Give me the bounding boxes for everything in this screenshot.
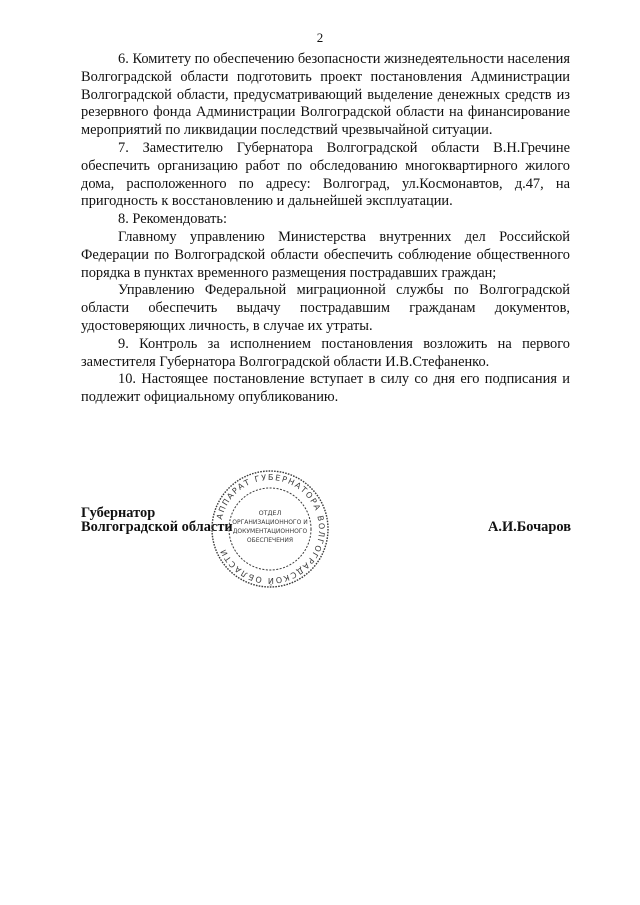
stamp-inner-line3: ДОКУМЕНТАЦИОННОГО bbox=[232, 528, 308, 535]
paragraph-6: 6. Комитету по обеспечению безопасности жизнедеятельности населения Волгоградской области подготовить проект постановления Администрации Волгоградской области, предусматривающий выделение денежных средств из резервного фонда Администрации Волгоградской области на финансирование мероприятий по ликвидации последствий чрезвычайной ситуации. bbox=[81, 51, 570, 139]
signatory-title-line2: Волгоградской области bbox=[81, 519, 233, 535]
paragraph-7: 7. Заместителю Губернатора Волгоградской области В.Н.Гречине обеспечить организацию работ по обследованию многоквартирного жилого дома, расположенного по адресу: Волгоград, ул.Космонавтов, д.47, на пригодность к восстановлению и дальнейшей эксплуатации. bbox=[81, 139, 570, 210]
paragraph-10: 10. Настоящее постановление вступает в силу со дня его подписания и подлежит официальному опубликованию. bbox=[81, 371, 570, 406]
stamp-ring-text: АППАРАТ ГУБЕРНАТОРА ВОЛГОГРАДСКОЙ ОБЛАСТИ bbox=[214, 472, 327, 586]
signatory-name: А.И.Бочаров bbox=[487, 519, 571, 535]
official-stamp bbox=[209, 468, 331, 590]
signatory-title-line1: Губернатор bbox=[81, 505, 156, 521]
page-number: 2 bbox=[316, 30, 324, 45]
stamp-seal-graphic bbox=[209, 468, 331, 590]
paragraph-8: 8. Рекомендовать: bbox=[118, 211, 227, 228]
stamp-inner-line4: ОБЕСПЕЧЕНИЯ bbox=[246, 537, 294, 544]
stamp-inner-line2: ОРГАНИЗАЦИОННОГО И bbox=[232, 519, 308, 526]
paragraph-9: 9. Контроль за исполнением постановления возложить на первого заместителя Губернатора Волгоградской области И.В.Стефаненко. bbox=[81, 335, 570, 370]
stamp-inner-line1: ОТДЕЛ bbox=[258, 509, 282, 517]
paragraph-8-migration-recommendation: Управлению Федеральной миграционной службы по Волгоградской области обеспечить выдачу пострадавшим гражданам документов, удостоверяющих личность, в случае их утраты. bbox=[81, 282, 570, 334]
paragraph-8-ministry-recommendation: Главному управлению Министерства внутренних дел Российской Федерации по Волгоградской области обеспечить соблюдение общественного порядка в пунктах временного размещения пострадавших граждан; bbox=[81, 228, 570, 281]
